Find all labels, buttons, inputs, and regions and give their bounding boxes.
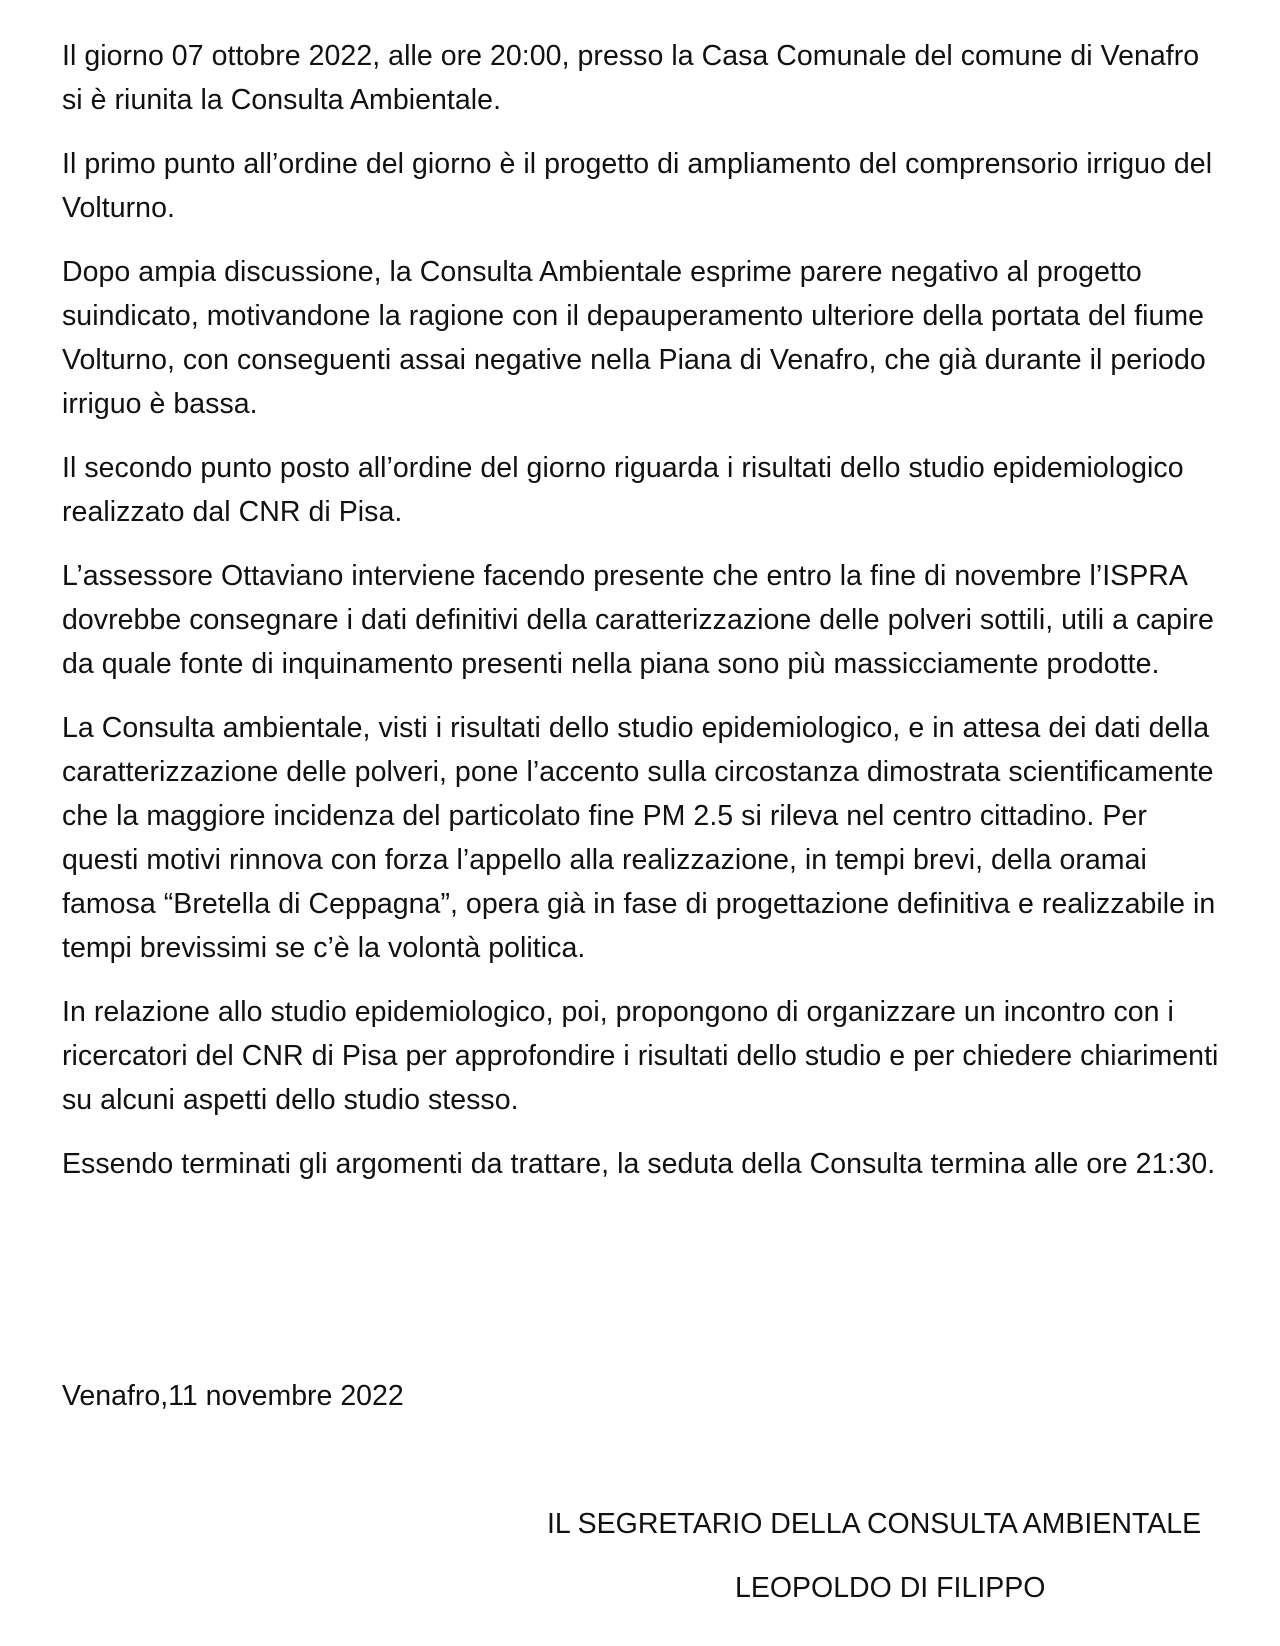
paragraph-first-agenda-item: Il primo punto all’ordine del giorno è il progetto di ampliamento del comprensorio irriguo del Volturno.: [62, 148, 1213, 224]
signature-name: LEOPOLDO DI FILIPPO: [735, 1572, 1046, 1604]
paragraph-assessor-intervention: L’assessore Ottaviano interviene facendo presente che entro la fine di novembre l’ISPRA dovrebbe consegnare i dati definitivi della caratterizzazione delle polveri sottili, utili a capire da quale fonte di inquinamento presenti nella piana sono più massicciamente prodotte.: [62, 560, 1214, 680]
place-and-date: Venafro,11 novembre 2022: [62, 1380, 404, 1412]
paragraph-meeting-opening: Il giorno 07 ottobre 2022, alle ore 20:00, presso la Casa Comunale del comune di Venafro si è riunita la Consulta Ambientale.: [62, 40, 1200, 116]
paragraph-session-closing: Essendo terminati gli argomenti da trattare, la seduta della Consulta termina alle ore 21:30.: [62, 1148, 1216, 1180]
paragraph-second-agenda-item: Il secondo punto posto all’ordine del giorno riguarda i risultati dello studio epidemiologico realizzato dal CNR di Pisa.: [62, 452, 1184, 528]
document-body: [62, 34, 1227, 1206]
paragraph-cnr-meeting-proposal: In relazione allo studio epidemiologico, poi, propongono di organizzare un incontro con i ricercatori del CNR di Pisa per approfondire i risultati dello studio e per chiedere chiarimenti su alcuni aspetti dello studio stesso.: [62, 996, 1219, 1116]
paragraph-negative-opinion: Dopo ampia discussione, la Consulta Ambientale esprime parere negativo al progetto suindicato, motivandone la ragione con il depauperamento ulteriore della portata del fiume Volturno, con conseguenti assai negative nella Piana di Venafro, che già durante il periodo irriguo è bassa.: [62, 256, 1206, 420]
paragraph-bretella-appeal: La Consulta ambientale, visti i risultati dello studio epidemiologico, e in attesa dei dati della caratterizzazione delle polveri, pone l’accento sulla circostanza dimostrata scientificamente che la maggiore incidenza del particolato fine PM 2.5 si rileva nel centro cittadino. Per questi motivi rinnova con forza l’appello alla realizzazione, in tempi brevi, della oramai famosa “Bretella di Ceppagna”, opera già in fase di progettazione definitiva e realizzabile in tempi brevissimi se c’è la volontà politica.: [62, 712, 1216, 964]
signature-role: IL SEGRETARIO DELLA CONSULTA AMBIENTALE: [547, 1508, 1202, 1540]
